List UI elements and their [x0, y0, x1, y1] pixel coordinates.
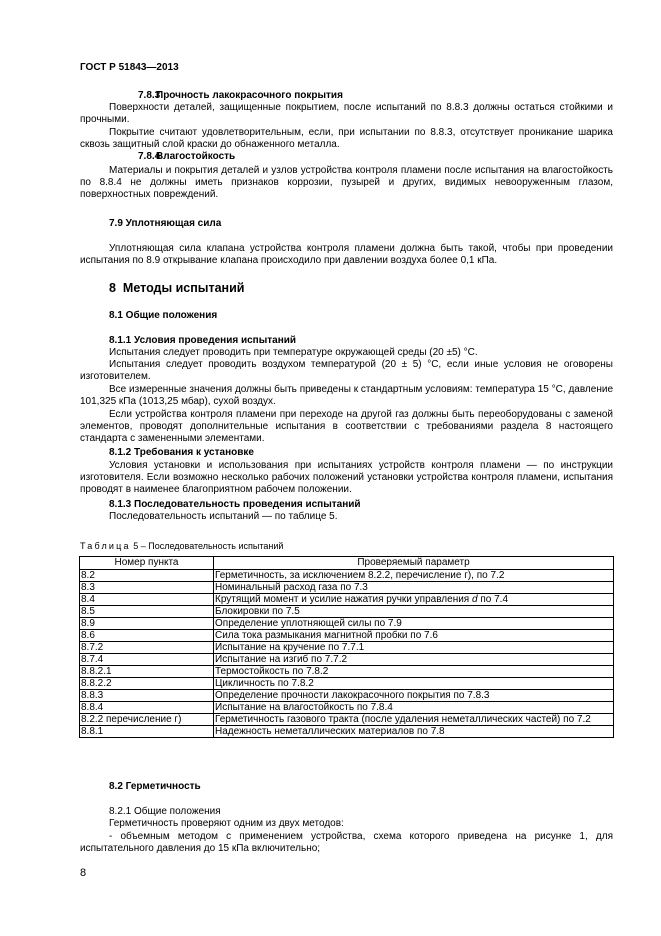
paragraph: Условия установки и использования при испытаниях устройств контроля пламени — по инструкции изготовителя. Если возможно несколько рабочих положений установки устройства контроля пламени, испытания проводят в наименее благоприятном рабочем положении.: [80, 460, 613, 495]
section-title: Прочность лакокрасочного покрытия: [156, 90, 343, 101]
cell-parameter: [214, 594, 614, 606]
section-8-1-2-heading: 8.1.2 Требования к установке: [109, 447, 254, 458]
table-row: [80, 582, 614, 594]
paragraph: Испытания следует проводить воздухом температурой (20 ± 5) °С, если иные условия не оговорены изготовителем.: [80, 359, 613, 382]
cell-item-number: 8.8.1: [80, 726, 214, 738]
cell-parameter: Блокировки по 7.5: [214, 606, 614, 618]
paragraph: - объемным методом с применением устройства, схема которого приведена на рисунке 1, для испытательного давления до 15 кПа включительно;: [80, 831, 613, 854]
section-7-8-4-heading: [80, 151, 613, 163]
cell-text: по 7.4: [480, 594, 508, 605]
paragraph: Уплотняющая сила клапана устройства контроля пламени должна быть такой, чтобы при проведении испытания по 8.9 открывание клапана происходило при давлении воздуха более 0,1 кПа.: [80, 243, 613, 266]
cell-item-number: 8.8.3: [80, 690, 214, 702]
table-row: [80, 606, 614, 618]
table-row: [80, 690, 614, 702]
cell-symbol: d: [472, 594, 478, 605]
section-8-2-heading: 8.2 Герметичность: [109, 781, 201, 792]
table-row: [80, 654, 614, 666]
section-8-heading: [80, 282, 613, 294]
cell-parameter: Надежность неметаллических материалов по 7.8: [214, 726, 614, 738]
paragraph: Если устройства контроля пламени при переходе на другой газ должны быть переоборудованы с заменой элементов, проводят дополнительные испытания в соответствии с требованиями раздела 8 настоящего стандарта с замененными элементами.: [80, 409, 613, 444]
paragraph: Все измеренные значения должны быть приведены к стандартным условиям: температура 15 °С, давление 101,325 кПа (1013,25 мбар), сухой воздух.: [80, 384, 613, 407]
paragraph: Материалы и покрытия деталей и узлов устройства контроля пламени после испытания на влагостойкость по 8.8.4 не должны иметь признаков коррозии, пузырей и других, видимых невооруженным глазом, поверхностных повреждений.: [80, 165, 613, 200]
table-row: [80, 594, 614, 606]
section-number: 7.8.4: [138, 151, 161, 162]
section-8-2-1-heading: 8.2.1 Общие положения: [109, 806, 221, 817]
table-row: [80, 678, 614, 690]
cell-item-number: 8.2: [80, 570, 214, 582]
table-caption: [80, 540, 283, 552]
section-8-1-heading: 8.1 Общие положения: [109, 310, 218, 321]
cell-parameter: Определение уплотняющей силы по 7.9: [214, 618, 614, 630]
table-row: [80, 702, 614, 714]
column-header: Проверяемый параметр: [214, 557, 614, 570]
cell-item-number: 8.4: [80, 594, 214, 606]
section-number: 8: [109, 281, 116, 295]
section-7-8-3-heading: [80, 90, 613, 102]
cell-item-number: 8.5: [80, 606, 214, 618]
table-row: [80, 570, 614, 582]
cell-parameter: Цикличность по 7.8.2: [214, 678, 614, 690]
table-header-row: [80, 557, 614, 570]
section-8-1-1-heading: 8.1.1 Условия проведения испытаний: [109, 335, 297, 346]
cell-item-number: 8.6: [80, 630, 214, 642]
cell-item-number: 8.7.2: [80, 642, 214, 654]
section-title: Влагостойкость: [156, 151, 236, 162]
section-title: Методы испытаний: [122, 281, 245, 295]
section-8-1-3-heading: 8.1.3 Последовательность проведения испытаний: [109, 499, 361, 510]
table-caption-text: 5 – Последовательность испытаний: [133, 541, 284, 551]
cell-item-number: 8.9: [80, 618, 214, 630]
paragraph: Последовательность испытаний — по таблице 5.: [109, 511, 338, 522]
table-row: [80, 630, 614, 642]
table-row: [80, 666, 614, 678]
section-7-9-heading: 7.9 Уплотняющая сила: [109, 218, 222, 229]
table-row: [80, 642, 614, 654]
paragraph: Испытания следует проводить при температуре окружающей среды (20 ±5) °С.: [109, 347, 478, 358]
cell-item-number: 8.8.2.1: [80, 666, 214, 678]
cell-parameter: Сила тока размыкания магнитной пробки по 7.6: [214, 630, 614, 642]
paragraph: Поверхности деталей, защищенные покрытием, после испытаний по 8.8.3 должны остаться стойкими и прочными.: [80, 102, 613, 125]
cell-parameter: Герметичность, за исключением 8.2.2, перечисление г), по 7.2: [214, 570, 614, 582]
cell-parameter: Герметичность газового тракта (после удаления неметаллических частей) по 7.2: [214, 714, 614, 726]
table-caption-label: Таблица: [80, 541, 131, 551]
paragraph: Покрытие считают удовлетворительным, если, при испытании по 8.8.3, отсутствует проникание шарика сквозь защитный слой краски до обнаженного металла.: [80, 127, 613, 150]
cell-parameter: Номинальный расход газа по 7.3: [214, 582, 614, 594]
cell-item-number: 8.2.2 перечисление г): [80, 714, 214, 726]
cell-text: Крутящий момент и усилие нажатия ручки управления: [215, 594, 470, 605]
sequence-table: [79, 556, 614, 738]
table-row: [80, 618, 614, 630]
section-number: 7.8.3: [138, 90, 161, 101]
cell-item-number: 8.7.4: [80, 654, 214, 666]
table-row: [80, 726, 614, 738]
cell-parameter: Испытание на влагостойкость по 7.8.4: [214, 702, 614, 714]
cell-parameter: Испытание на кручение по 7.7.1: [214, 642, 614, 654]
cell-parameter: Термостойкость по 7.8.2: [214, 666, 614, 678]
cell-parameter: Испытание на изгиб по 7.7.2: [214, 654, 614, 666]
column-header: Номер пункта: [80, 557, 214, 570]
cell-parameter: Определение прочности лакокрасочного покрытия по 7.8.3: [214, 690, 614, 702]
cell-item-number: 8.3: [80, 582, 214, 594]
document-header: ГОСТ Р 51843—2013: [80, 62, 179, 73]
table-row: [80, 714, 614, 726]
paragraph: Герметичность проверяют одним из двух методов:: [109, 818, 344, 829]
page-number: 8: [80, 867, 87, 879]
table-body: [80, 570, 614, 738]
cell-item-number: 8.8.4: [80, 702, 214, 714]
cell-item-number: 8.8.2.2: [80, 678, 214, 690]
